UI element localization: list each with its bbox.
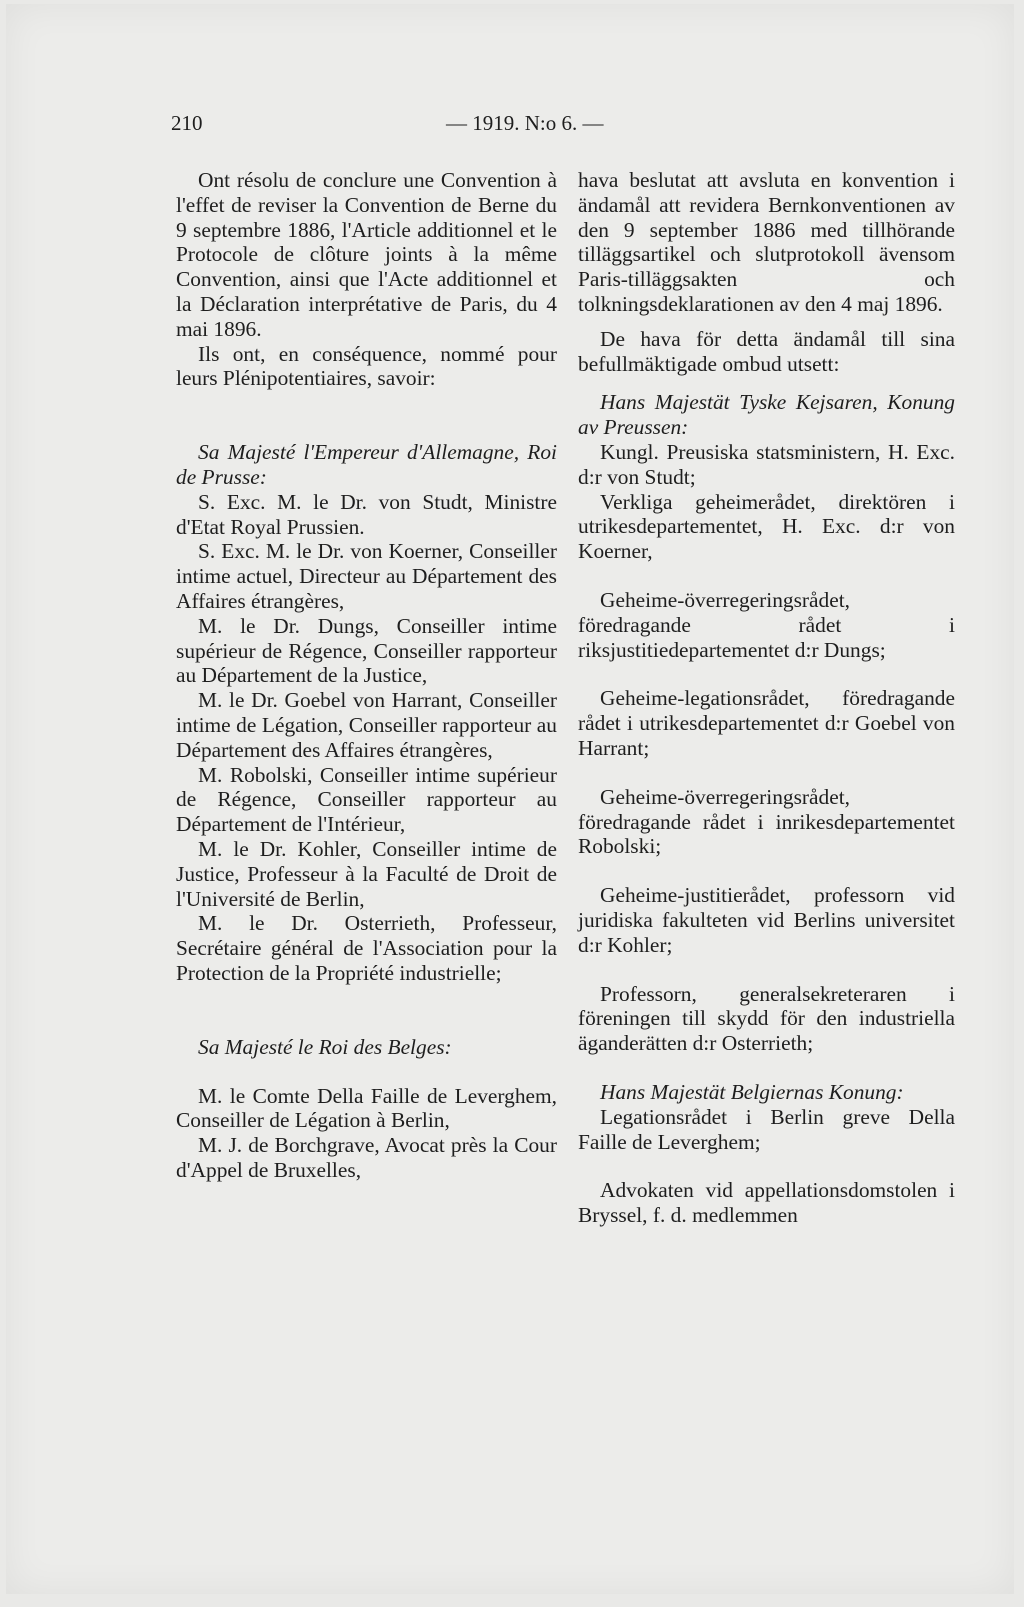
swedish-delegate-dungs: Geheime-överregeringsrådet, föredragande rådet i riksjustitiedepartementet d:r Dungs; <box>578 587 955 662</box>
swedish-heading-belgium: Hans Majestät Belgiernas Konung: <box>600 1079 904 1104</box>
french-delegate-osterrieth: M. le Dr. Osterrieth, Professeur, Secrétaire général de l'Association pour la Protection de la Propriété industrielle; <box>176 911 557 985</box>
french-column <box>176 168 557 1183</box>
swedish-delegate-kohler: Geheime-justitierådet, professorn vid juridiska fakulteten vid Berlins universitet d:r Kohler; <box>578 883 955 957</box>
swedish-delegate-borchgrave: Advokaten vid appellationsdomstolen i Bryssel, f. d. medlemmen <box>578 1178 955 1228</box>
swedish-delegate-goebel: Geheime-legationsrådet, föredragande rådet i utrikesdepartementet d:r Goebel von Harrant; <box>578 686 955 760</box>
running-head: — 1919. N:o 6. — <box>446 111 604 135</box>
swedish-delegate-robolski: Geheime-överregeringsrådet, föredragande rådet i inrikesdepartementet Robolski; <box>578 784 955 859</box>
page-number: 210 <box>171 111 203 135</box>
swedish-delegate-osterrieth: Professorn, generalsekreteraren i föreningen till skydd för den industriella äganderätten d:r Osterrieth; <box>578 981 955 1056</box>
swedish-delegate-studt: Kungl. Preusiska statsministern, H. Exc. d:r von Studt; <box>578 439 955 489</box>
french-heading-germany: Sa Majesté l'Empereur d'Allemagne, Roi de Prusse: <box>176 440 557 489</box>
swedish-paragraph-plenipotentiaries: De hava för detta ändamål till sina befullmäktigade ombud utsett: <box>578 326 955 376</box>
french-delegate-dungs: M. le Dr. Dungs, Conseiller intime supérieur de Régence, Conseiller rapporteur au Département de la Justice, <box>176 613 557 688</box>
french-paragraph-plenipotentiaries: Ils ont, en conséquence, nommé pour leurs Plénipotentiaires, savoir: <box>176 341 557 391</box>
french-paragraph-resolution: Ont résolu de conclure une Convention à l'effet de reviser la Convention de Berne du 9 septembre 1886, l'Article additionnel et le Protocole de clôture joints à la même Convention, ainsi que l'Acte additionnel et la Déclaration interprétative de Paris, du 4 mai 1896. <box>176 168 557 341</box>
french-delegate-studt: S. Exc. M. le Dr. von Studt, Ministre d'Etat Royal Prussien. <box>176 489 557 539</box>
french-delegate-borchgrave: M. J. de Borchgrave, Avocat près la Cour d'Appel de Bruxelles, <box>176 1133 557 1182</box>
french-heading-belgium: Sa Majesté le Roi des Belges: <box>198 1034 452 1059</box>
french-delegate-koerner: S. Exc. M. le Dr. von Koerner, Conseiller intime actuel, Directeur au Département des Affaires étrangères, <box>176 539 557 613</box>
french-delegate-kohler: M. le Dr. Kohler, Conseiller intime de Justice, Professeur à la Faculté de Droit de l'Université de Berlin, <box>176 836 557 911</box>
french-delegate-della-faille: M. le Comte Della Faille de Leverghem, Conseiller de Légation à Berlin, <box>176 1083 557 1133</box>
document-page <box>6 4 1014 1594</box>
swedish-heading-germany: Hans Majestät Tyske Kejsaren, Konung av Preussen: <box>578 390 955 440</box>
french-delegate-robolski: M. Robolski, Conseiller intime supérieur de Régence, Conseiller rapporteur au Département de l'Intérieur, <box>176 762 557 837</box>
swedish-column <box>578 168 955 1228</box>
page-header <box>171 111 957 139</box>
swedish-delegate-koerner: Verkliga geheimerådet, direktören i utrikesdepartementet, H. Exc. d:r von Koerner, <box>578 489 955 564</box>
swedish-paragraph-resolution: hava beslutat att avsluta en konvention i ändamål att revidera Bernkonventionen av den 9 september 1886 med tillhörande tilläggsartikel och slutprotokoll ävensom Paris-tilläggsakten och tolkningsdeklarationen av den 4 maj 1896. <box>578 168 955 316</box>
french-delegate-goebel: M. le Dr. Goebel von Harrant, Conseiller intime de Légation, Conseiller rapporteur au Département des Affaires étrangères, <box>176 688 557 762</box>
swedish-delegate-della-faille: Legationsrådet i Berlin greve Della Faille de Leverghem; <box>578 1104 955 1154</box>
